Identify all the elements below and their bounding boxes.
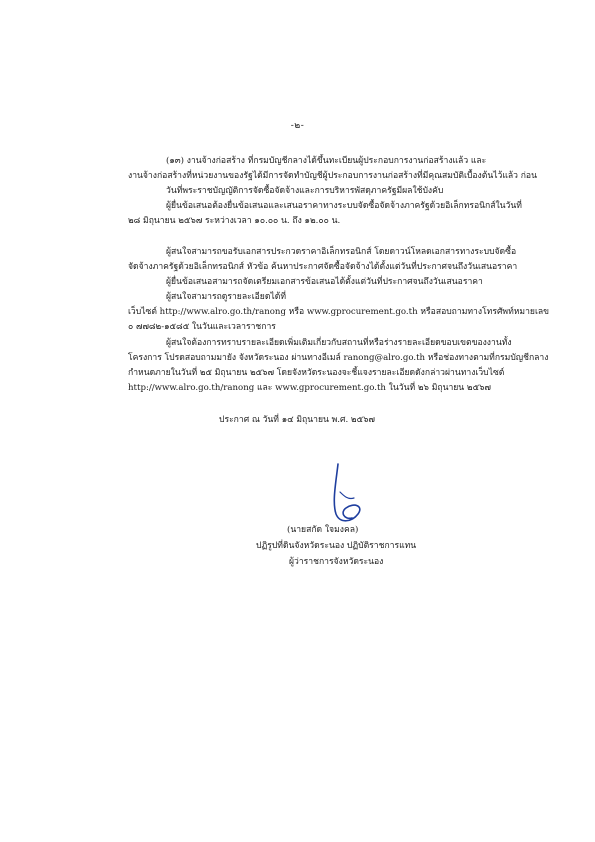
text-line: ๐ ๗๗๘๒-๑๕๘๕ ในวันและเวลาราชการ [128, 322, 276, 332]
text-line: ผู้สนใจสามารถดูรายละเอียดได้ที่ [166, 292, 286, 302]
text-line: ผู้สนใจต้องการทราบรายละเอียดเพิ่มเติมเกี่ยวกับสถานที่หรือร่างรายละเอียดขอบเขตของงานทั้ง [166, 338, 512, 348]
text-line: กำหนดภายในวันที่ ๒๕ มิถุนายน ๒๕๖๗ โดยจังหวัดระนองจะชี้แจงรายละเอียดดังกล่าวผ่านทางเว็บไซต์ [128, 368, 505, 378]
text-line: งานจ้างก่อสร้างที่หน่วยงานของรัฐได้มีการจัดทำบัญชีผู้ประกอบการงานก่อสร้างที่มีคุณสมบัติเบื้องต้นไว้แล้ว ก่อน [128, 171, 537, 181]
text-line: ผู้ยื่นข้อเสนอสามารถจัดเตรียมเอกสารข้อเสนอได้ตั้งแต่วันที่ประกาศจนถึงวันเสนอราคา [166, 277, 483, 287]
text-line: จัดจ้างภาครัฐด้วยอิเล็กทรอนิกส์ หัวข้อ ค้นหาประกาศจัดซื้อจัดจ้างได้ตั้งแต่วันที่ประกาศจนถึงวันเสนอราคา [128, 262, 518, 272]
announcement-date: ประกาศ ณ วันที่ ๑๔ มิถุนายน พ.ศ. ๒๕๖๗ [219, 415, 376, 425]
signatory-title: ปฏิรูปที่ดินจังหวัดระนอง ปฏิบัติราชการแทน [256, 541, 417, 551]
text-line: เว็บไซต์ http://www.alro.go.th/ranong หรือ www.gprocurement.go.th หรือสอบถามทางโทรศัพท์หมายเลข [128, 307, 550, 317]
text-line: http://www.alro.go.th/ranong และ www.gprocurement.go.th ในวันที่ ๒๖ มิถุนายน ๒๕๖๗ [128, 383, 491, 393]
signature-mark [318, 462, 378, 532]
text-line: ๒๘ มิถุนายน ๒๕๖๗ ระหว่างเวลา ๑๐.๐๐ น. ถึง ๑๒.๐๐ น. [128, 216, 341, 226]
text-line: ผู้ยื่นข้อเสนอต้องยื่นข้อเสนอและเสนอราคาทางระบบจัดซื้อจัดจ้างภาครัฐด้วยอิเล็กทรอนิกส์ในวันที่ [166, 201, 522, 211]
signatory-name: (นายสกัด ใจมงคล) [287, 525, 359, 535]
text-line: โครงการ โปรดสอบถามมายัง จังหวัดระนอง ผ่านทางอีเมล์ ranong@alro.go.th หรือช่องทางตามที่กรมบัญชีกลาง [128, 353, 549, 363]
signatory-position: ผู้ว่าราชการจังหวัดระนอง [289, 557, 384, 567]
text-line: (๑๓) งานจ้างก่อสร้าง ที่กรมบัญชีกลางได้ขึ้นทะเบียนผู้ประกอบการงานก่อสร้างแล้ว และ [166, 156, 487, 166]
text-line: วันที่พระราชบัญญัติการจัดซื้อจัดจ้างและการบริหารพัสดุภาครัฐมีผลใช้บังคับ [166, 186, 444, 196]
page-number: -๒- [290, 121, 305, 131]
text-line: ผู้สนใจสามารถขอรับเอกสารประกวดราคาอิเล็กทรอนิกส์ โดยดาวน์โหลดเอกสารทางระบบจัดซื้อ [166, 247, 517, 257]
